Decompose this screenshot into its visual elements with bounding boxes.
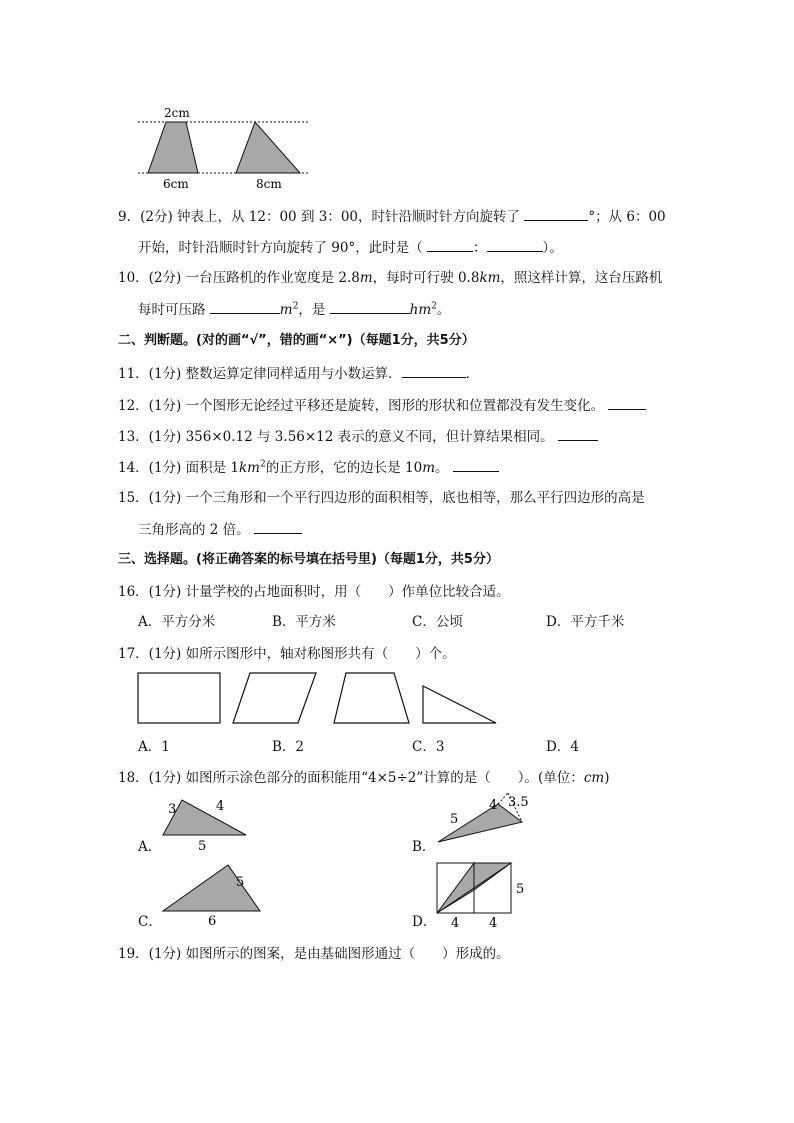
- q17-option-b[interactable]: B．2: [272, 739, 305, 755]
- question-19: 19．(1分) 如图所示的图案，是由基础图形通过（ ）形成的。: [118, 946, 510, 962]
- q17-trapezoid: [334, 673, 409, 723]
- q9-colon: ：: [473, 240, 487, 256]
- q17-option-d[interactable]: D．4: [546, 739, 579, 755]
- q18-b-label-4: 4: [489, 798, 498, 813]
- q9-blank-minute[interactable]: [487, 238, 543, 252]
- q18-figure-c: [158, 860, 268, 930]
- question-12: [118, 396, 646, 415]
- q18-end: ): [604, 770, 610, 786]
- q18-d-label-5: 5: [516, 882, 525, 897]
- q10-blank-m2[interactable]: [210, 300, 280, 314]
- q18-d-shaded-triangle: [437, 863, 474, 913]
- question-11: [118, 364, 479, 383]
- question-15-line1: 15．(1分) 一个三角形和一个平行四边形的面积相等，底也相等，那么平行四边形的高是: [118, 490, 645, 506]
- q18-a-label-4: 4: [216, 799, 225, 814]
- q18-figure-b: [430, 790, 540, 855]
- question-10-line2: [138, 300, 450, 319]
- q18-option-b[interactable]: B．: [412, 839, 436, 855]
- question-10-line1: [118, 269, 662, 287]
- label-2cm: 2cm: [164, 106, 190, 120]
- triangle-shape: [236, 122, 300, 173]
- q12-text: 12．(1分) 一个图形无论经过平移还是旋转，图形的形状和位置都没有发生变化。: [118, 398, 605, 414]
- q13-text: 13．(1分) 356×0.12 与 3.56×12 表示的意义不同，但计算结果相同。: [118, 429, 554, 445]
- q16-option-d[interactable]: D．平方千米: [546, 614, 625, 630]
- q18-option-c[interactable]: C．: [138, 914, 162, 930]
- q17-shapes-figure: [130, 668, 510, 730]
- q16-option-a[interactable]: A．平方分米: [138, 614, 216, 630]
- q18-c-label-5: 5: [236, 875, 245, 890]
- q10-line2-b: ，是: [298, 302, 326, 318]
- q10-unit-km: km: [479, 270, 501, 286]
- q14-end: 。: [435, 460, 449, 476]
- q18-option-d[interactable]: D．: [412, 914, 437, 930]
- q9-line2-text: 开始，时针沿顺时针方向旋转了 90°，此时是（: [138, 240, 423, 256]
- q10-text3: ，照这样计算，这台压路机: [500, 270, 663, 286]
- q18-option-a[interactable]: A．: [138, 839, 162, 855]
- q11-end: ．: [465, 366, 480, 382]
- q18-a-label-5: 5: [198, 839, 207, 854]
- q12-blank[interactable]: [608, 396, 646, 410]
- q18-b-label-3-5: 3.5: [508, 795, 529, 810]
- q17-right-triangle: [423, 686, 496, 723]
- q15-blank[interactable]: [254, 520, 302, 534]
- q14-text: 14．(1分) 面积是 1: [118, 460, 239, 476]
- question-14: [118, 458, 499, 477]
- q10-blank-hm2[interactable]: [330, 300, 410, 314]
- q13-blank[interactable]: [558, 427, 598, 441]
- q10-end: 。: [436, 302, 451, 318]
- q18-b-label-5: 5: [450, 812, 459, 827]
- q18-figure-a: [158, 795, 258, 855]
- question-9-line2: [138, 238, 563, 257]
- section-3-title: 三、选择题。(将正确答案的标号填在括号里)（每题1分，共5分）: [118, 552, 499, 567]
- q18-text: 18．(1分) 如图所示涂色部分的面积能用“4×5÷2”计算的是（ ）。(单位：: [118, 770, 584, 786]
- q17-option-a[interactable]: A．1: [138, 739, 170, 755]
- section-2-title: 二、判断题。(对的画“√”，错的画“×”)（每题1分，共5分）: [118, 333, 475, 348]
- q18-c-triangle: [163, 865, 260, 911]
- q10-line2-text: 每时可压路: [138, 302, 206, 318]
- trapezoid-shape: [148, 122, 198, 173]
- q16-option-b[interactable]: B．平方米: [272, 614, 336, 630]
- q11-text: 11．(1分) 整数运算定律同样适用与小数运算．: [118, 366, 402, 382]
- q9-blank-hour[interactable]: [427, 238, 473, 252]
- q9-text-b: ；从 6：00: [595, 209, 666, 225]
- q18-figure-d: [430, 860, 540, 930]
- q10-unit-m: m: [359, 270, 373, 286]
- q10-text2: ，每时可行驶 0.8: [372, 270, 480, 286]
- q10-sup-3: 2: [431, 301, 437, 312]
- question-16: 16．(1分) 计量学校的占地面积时，用（ ）作单位比较合适。: [118, 584, 510, 600]
- question-17: 17．(1分) 如所示图形中，轴对称图形共有（ ）个。: [118, 646, 456, 662]
- q10-sup-2: 2: [292, 301, 299, 312]
- q9-blank-degrees[interactable]: [524, 207, 588, 221]
- q17-rectangle: [138, 673, 220, 723]
- q15-line2-text: 三角形高的 2 倍。: [138, 522, 250, 538]
- q14-blank[interactable]: [453, 458, 499, 472]
- question-13: [118, 427, 598, 446]
- q18-b-height-dash-1: [498, 793, 508, 804]
- q9-degree-sign: °: [588, 209, 596, 225]
- q18-d-label-4-right: 4: [489, 916, 498, 930]
- q16-option-c[interactable]: C．公顷: [412, 614, 463, 630]
- q10-unit-m2: m: [279, 302, 293, 318]
- top-trapezoid-triangle-figure: [130, 100, 330, 195]
- q18-unit: cm: [583, 770, 605, 786]
- q18-a-label-3: 3: [168, 802, 177, 817]
- q14-unit-km: km: [238, 460, 260, 476]
- q10-text: 10．(2分) 一台压路机的作业宽度是 2.8: [118, 270, 360, 286]
- q17-option-c[interactable]: C．3: [412, 739, 445, 755]
- q10-unit-hm2: hm: [409, 302, 432, 318]
- label-8cm: 8cm: [256, 177, 282, 191]
- question-9-line1: [118, 207, 666, 226]
- question-15-line2: [138, 520, 302, 539]
- q9-line2-end: ）。: [542, 240, 563, 256]
- q9-text: 9．(2分) 钟表上，从 12：00 到 3：00，时针沿顺时针方向旋转了: [118, 209, 521, 225]
- q11-blank[interactable]: [402, 364, 466, 378]
- question-18: [118, 769, 609, 787]
- q18-c-label-6: 6: [208, 914, 217, 929]
- q14-unit-m: m: [422, 460, 435, 476]
- q17-parallelogram: [233, 673, 316, 723]
- q14-sup: 2: [259, 459, 266, 470]
- q18-d-label-4-left: 4: [451, 916, 460, 930]
- label-6cm: 6cm: [163, 177, 189, 191]
- q14-text-b: 的正方形，它的边长是 10: [265, 460, 423, 476]
